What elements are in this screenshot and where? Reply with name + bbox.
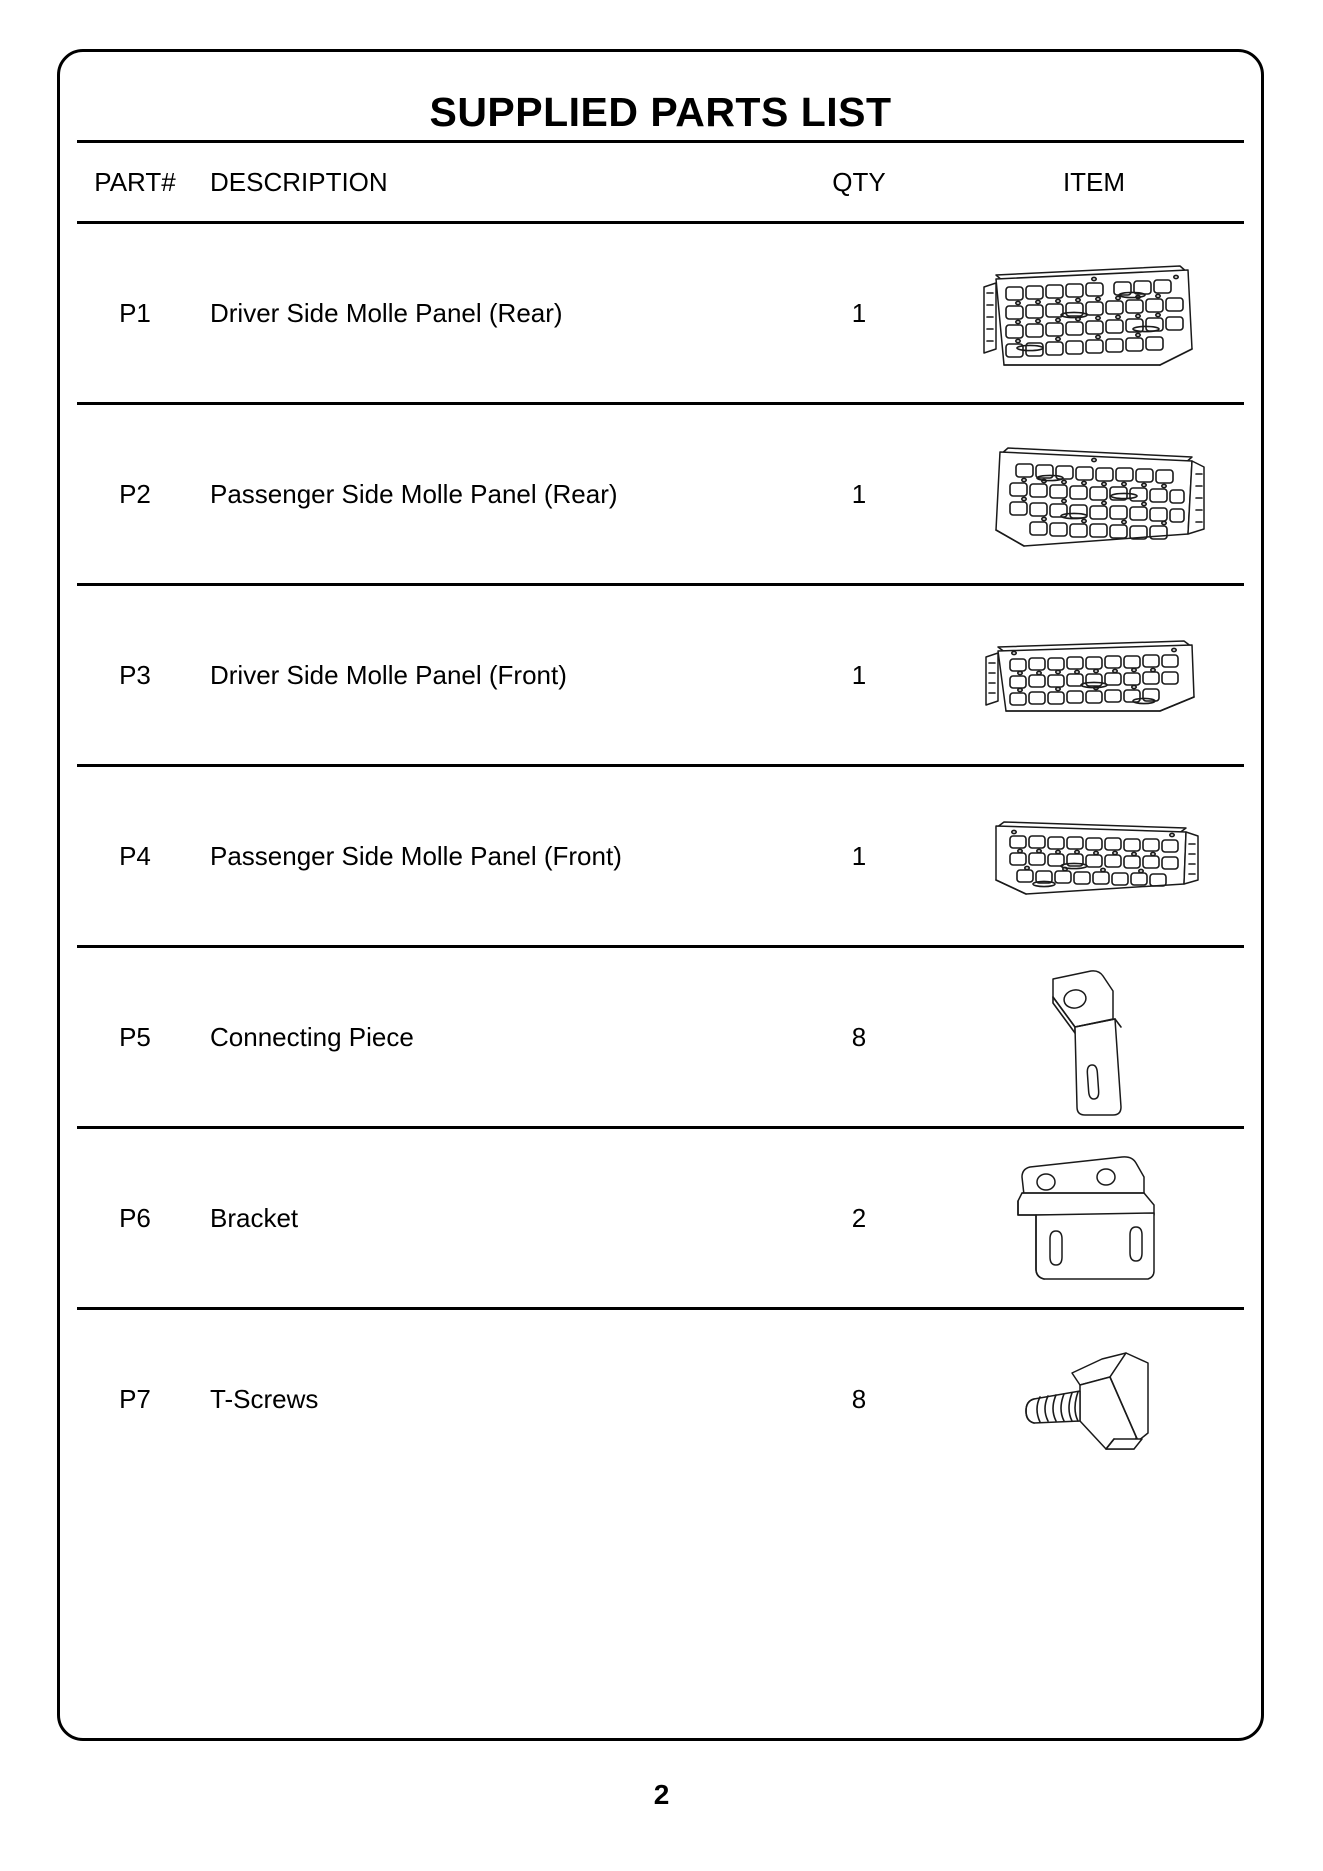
t-screw-icon	[1014, 1329, 1174, 1469]
row-part-number: P7	[119, 1383, 151, 1414]
row-part-number: P5	[119, 1021, 151, 1052]
row-quantity: 1	[851, 659, 867, 690]
supplied-parts-table	[77, 140, 1244, 1488]
parts-list-page-frame	[57, 49, 1264, 1741]
row-part-number: P1	[119, 297, 151, 328]
row-quantity: 1	[851, 478, 867, 509]
page-number: 2	[653, 1779, 670, 1810]
table-row	[77, 1310, 1244, 1488]
row-quantity: 2	[851, 1202, 867, 1233]
page-title: SUPPLIED PARTS LIST	[429, 89, 892, 135]
column-header-item: ITEM	[1062, 166, 1126, 197]
row-item-image	[944, 253, 1244, 373]
table-row	[77, 405, 1244, 583]
table-header-row	[77, 143, 1244, 221]
row-description: Passenger Side Molle Panel (Rear)	[210, 478, 618, 509]
molle-panel-rear-driver-icon	[974, 253, 1214, 373]
row-item-image	[944, 806, 1244, 906]
row-quantity: 8	[851, 1021, 867, 1052]
row-part-number: P6	[119, 1202, 151, 1233]
row-quantity: 1	[851, 297, 867, 328]
table-row	[77, 224, 1244, 402]
row-description: Connecting Piece	[210, 1021, 414, 1052]
column-header-part: PART#	[94, 166, 176, 197]
row-description: Driver Side Molle Panel (Front)	[210, 659, 567, 690]
column-header-description: DESCRIPTION	[210, 166, 388, 197]
molle-panel-front-passenger-icon	[974, 806, 1214, 906]
row-item-image	[944, 1143, 1244, 1293]
connecting-piece-icon	[1029, 957, 1159, 1117]
row-item-image	[944, 957, 1244, 1117]
row-quantity: 8	[851, 1383, 867, 1414]
bracket-icon	[1004, 1143, 1184, 1293]
row-description: Driver Side Molle Panel (Rear)	[210, 297, 563, 328]
column-header-qty: QTY	[832, 166, 886, 197]
row-quantity: 1	[851, 840, 867, 871]
row-part-number: P4	[119, 840, 151, 871]
row-part-number: P3	[119, 659, 151, 690]
table-row	[77, 1129, 1244, 1307]
row-item-image	[944, 434, 1244, 554]
table-row	[77, 586, 1244, 764]
row-description: T-Screws	[210, 1383, 319, 1414]
row-part-number: P2	[119, 478, 151, 509]
molle-panel-front-driver-icon	[974, 625, 1214, 725]
table-row	[77, 767, 1244, 945]
row-item-image	[944, 625, 1244, 725]
molle-panel-rear-passenger-icon	[974, 434, 1214, 554]
row-item-image	[944, 1329, 1244, 1469]
table-row	[77, 948, 1244, 1126]
row-description: Bracket	[210, 1202, 299, 1233]
row-description: Passenger Side Molle Panel (Front)	[210, 840, 622, 871]
